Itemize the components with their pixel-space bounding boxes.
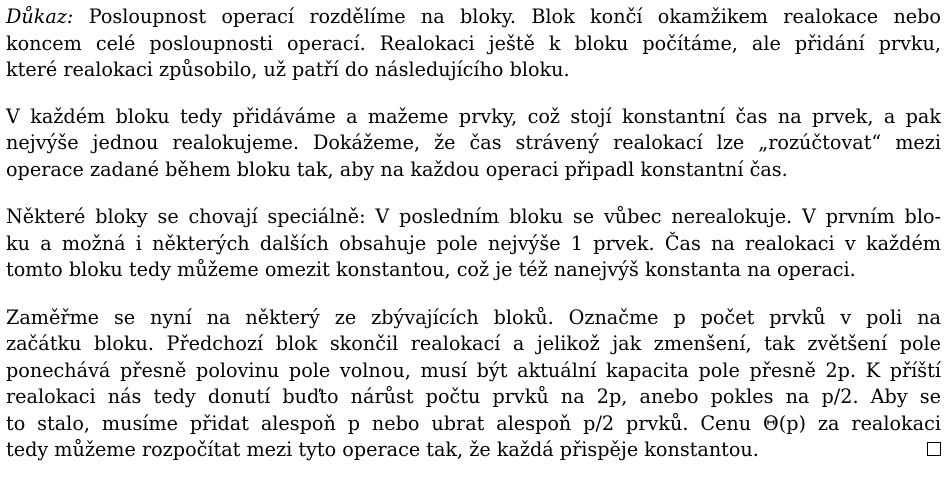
proof-line-text: Posloupnost operací rozdělíme na bloky. Blok končí okamžikem realokace nebo bbox=[73, 5, 941, 28]
proof-line: tedy můžeme rozpočítat mezi tyto operace tak, že každá přispěje konstantou. bbox=[6, 438, 759, 461]
proof-paragraph-2 bbox=[6, 104, 941, 184]
proof-paragraph-3 bbox=[6, 204, 941, 284]
proof-line: začátku bloku. Předchozí blok skončil realokací a jelikož jak zmenšení, tak zvětšení pole bbox=[6, 332, 941, 355]
proof-label: Důkaz: bbox=[6, 5, 74, 28]
proof-paragraph-1 bbox=[6, 4, 941, 84]
proof-line: operace zadané během bloku tak, aby na každou operaci připadl konstantní čas. bbox=[6, 157, 788, 181]
qed-square-icon bbox=[927, 442, 941, 456]
proof-last-line bbox=[6, 437, 941, 464]
proof-line: to stalo, musíme přidat alespoň p nebo ubrat alespoň p/2 prvků. Cenu Θ(p) za realokaci bbox=[6, 411, 941, 435]
proof-paragraph-4 bbox=[6, 305, 941, 464]
proof-line: V každém bloku tedy přidáváme a mažeme prvky, což stojí konstantní čas na prvek, a pak bbox=[6, 104, 941, 128]
proof-line bbox=[6, 4, 941, 31]
proof-line: nejvýše jednou realokujeme. Dokážeme, že čas strávený realokací lze „rozúčtovat“ mezi bbox=[6, 131, 941, 154]
proof-line: tomto bloku tedy můžeme omezit konstantou, což je též nanejvýš konstanta na operaci. bbox=[6, 258, 856, 281]
proof-line: které realokaci způsobilo, už patří do následujícího bloku. bbox=[6, 58, 570, 81]
proof-line: koncem celé posloupnosti operací. Realokaci ještě k bloku počítáme, ale přidání prvku, bbox=[6, 31, 941, 55]
proof-line: ku a možná i některých dalších obsahuje pole nejvýše 1 prvek. Čas na realokaci v každém bbox=[6, 231, 941, 255]
proof-line: Některé bloky se chovají speciálně: V posledním bloku se vůbec nerealokuje. V prvním blo- bbox=[6, 205, 941, 228]
proof-line: ponechává přesně polovinu pole volnou, musí být aktuální kapacita pole přesně 2p. K příští bbox=[6, 358, 941, 382]
proof-line: Zaměřme se nyní na některý ze zbývajících bloků. Označme p počet prvků v poli na bbox=[6, 305, 941, 329]
proof-line: realokaci nás tedy donutí buďto nárůst počtu prvků na 2p, anebo pokles na p/2. Aby se bbox=[6, 385, 941, 408]
